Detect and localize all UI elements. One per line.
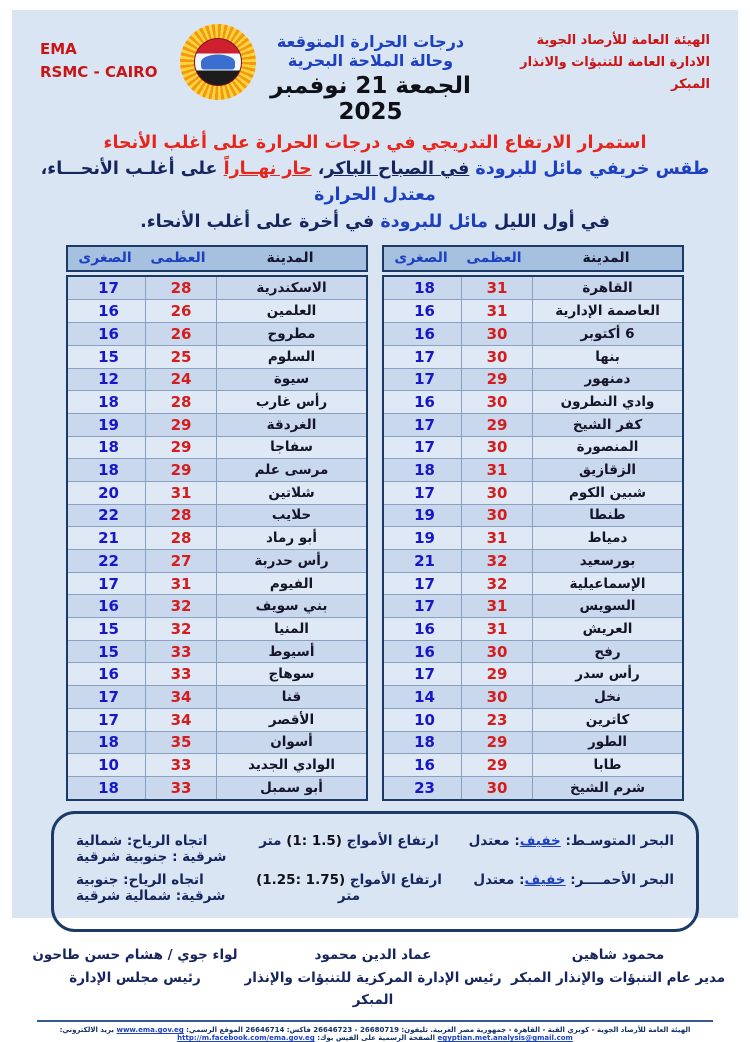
max-temp-cell: 30: [461, 505, 532, 527]
forecast-segment: في أخرة على أغلب الأنحاء.: [140, 211, 375, 232]
table-row: [68, 345, 366, 368]
signature-center: [240, 944, 506, 1013]
organization-names: [485, 24, 710, 96]
city-cell: دمياط: [532, 527, 682, 549]
min-temp-cell: 18: [98, 733, 119, 752]
min-temp-cell: 17: [414, 347, 435, 366]
max-temp-cell: 30: [461, 482, 532, 504]
city-cell: قنا: [216, 686, 366, 708]
table-row: [68, 640, 366, 663]
table-row: [384, 640, 682, 663]
min-temp-cell: 20: [98, 483, 119, 502]
footer-link[interactable]: http://m.facebook.com/ema.gov.eg: [177, 1034, 315, 1042]
min-temp-cell: 14: [414, 687, 435, 706]
city-cell: حلايب: [216, 505, 366, 527]
min-temp-cell: 16: [98, 597, 119, 616]
city-cell: بنها: [532, 346, 682, 368]
min-temp-cell: 17: [98, 574, 119, 593]
city-cell: الطور: [532, 732, 682, 754]
table-row: [68, 526, 366, 549]
max-temp-cell: 32: [461, 550, 532, 572]
city-cell: رأس سدر: [532, 663, 682, 685]
footer-segment: بريد الالكتروني:: [59, 1026, 117, 1035]
table-row: [68, 322, 366, 345]
forecast-segment: طقس خريفي مائل للبرودة: [469, 159, 710, 179]
city-cell: رأس غارب: [216, 391, 366, 413]
column-header-min: الصغرى: [394, 250, 448, 267]
city-cell: طنطا: [532, 505, 682, 527]
city-cell: شبين الكوم: [532, 482, 682, 504]
table-row: [68, 731, 366, 754]
city-cell: 6 أكتوبر: [532, 323, 682, 345]
city-cell: المنيا: [216, 618, 366, 640]
org-line2: الادارة العامة للتنبؤات والانذار المبكر: [520, 55, 710, 93]
max-temp-cell: 25: [145, 346, 216, 368]
table-body: [66, 275, 368, 801]
temperature-tables: [30, 245, 720, 801]
city-cell: كاترين: [532, 709, 682, 731]
footer-divider: [37, 1020, 713, 1022]
signature-name: لواء جوي / هشام حسن طاحون: [32, 946, 238, 963]
min-temp-cell: 17: [414, 370, 435, 389]
min-temp-cell: 10: [98, 756, 119, 775]
footer-segment: الهيئة العامة للأرصاد الجوية - كوبري القبة - القاهرة - جمهورية مصر العربية. تليفون: 26680719 - 26646723 فاكس: 26646714 الموقع الرسمي:: [183, 1026, 691, 1035]
min-temp-cell: 12: [98, 370, 119, 389]
max-temp-cell: 28: [145, 527, 216, 549]
max-temp-cell: 32: [145, 595, 216, 617]
city-cell: سوهاج: [216, 663, 366, 685]
max-temp-cell: 32: [461, 573, 532, 595]
table-row: [68, 390, 366, 413]
table-row: [384, 594, 682, 617]
table-row: [68, 481, 366, 504]
table-row: [384, 753, 682, 776]
marine-rows: [76, 833, 674, 904]
table-row: [68, 572, 366, 595]
sea-state: البحر المتوسـط: خفيف: معتدل: [468, 832, 674, 849]
min-temp-cell: 16: [98, 302, 119, 321]
max-temp-cell: 32: [145, 618, 216, 640]
city-cell: مرسى علم: [216, 459, 366, 481]
city-cell: مطروح: [216, 323, 366, 345]
table-row: [68, 299, 366, 322]
min-temp-cell: 16: [98, 324, 119, 343]
table-row: [384, 277, 682, 300]
city-cell: رفح: [532, 641, 682, 663]
min-temp-cell: 22: [98, 506, 119, 525]
forecast-segment: في أول الليل: [487, 211, 610, 232]
city-cell: الإسماعيلية: [532, 573, 682, 595]
table-row: [68, 662, 366, 685]
max-temp-cell: 29: [145, 459, 216, 481]
signature-title: رئيس مجلس الإدارة: [69, 969, 201, 986]
city-cell: نخل: [532, 686, 682, 708]
table-row: [68, 708, 366, 731]
max-temp-cell: 33: [145, 777, 216, 799]
temperature-table-left: [66, 245, 368, 801]
max-temp-cell: 24: [145, 369, 216, 391]
min-temp-cell: 19: [414, 529, 435, 548]
column-header-city: المدينة: [266, 250, 314, 267]
max-temp-cell: 23: [461, 709, 532, 731]
column-header-min: الصغرى: [78, 250, 132, 267]
max-temp-cell: 29: [461, 414, 532, 436]
max-temp-cell: 30: [461, 323, 532, 345]
mountain-icon: [201, 55, 235, 70]
city-cell: رأس حدربة: [216, 550, 366, 572]
table-row: [384, 731, 682, 754]
city-cell: الغردقة: [216, 414, 366, 436]
signature-title: مدير عام التنبؤات والإنذار المبكر: [510, 969, 726, 986]
city-cell: كفر الشيخ: [532, 414, 682, 436]
max-temp-cell: 31: [461, 277, 532, 300]
max-temp-cell: 30: [461, 391, 532, 413]
city-cell: الوادي الجديد: [216, 754, 366, 776]
city-cell: العلمين: [216, 300, 366, 322]
min-temp-cell: 18: [414, 733, 435, 752]
forecast-segment: مائل للبرودة: [374, 211, 488, 232]
forecast-text: [30, 156, 720, 235]
max-temp-cell: 31: [461, 527, 532, 549]
document-title: درجات الحرارة المتوقعة وحالة الملاحة البحرية: [276, 32, 465, 70]
min-temp-cell: 18: [414, 279, 435, 298]
min-temp-cell: 19: [98, 415, 119, 434]
table-header: [382, 245, 684, 272]
city-cell: المنصورة: [532, 437, 682, 459]
city-cell: السلوم: [216, 346, 366, 368]
signature-name: محمود شاهين: [571, 946, 665, 963]
max-temp-cell: 29: [461, 754, 532, 776]
min-temp-cell: 17: [414, 665, 435, 684]
column-header-city: المدينة: [582, 250, 630, 267]
signature-name: عماد الدين محمود: [314, 946, 432, 963]
table-row: [68, 458, 366, 481]
table-row: [68, 277, 366, 300]
city-cell: بورسعيد: [532, 550, 682, 572]
wind-direction: اتجاه الرياح: شمالية شرقية : جنوبية شرقية: [76, 832, 227, 865]
max-temp-cell: 26: [145, 300, 216, 322]
marine-conditions-box: [51, 811, 699, 932]
city-cell: سيوة: [216, 369, 366, 391]
min-temp-cell: 18: [98, 438, 119, 457]
table-row: [384, 345, 682, 368]
table-row: [68, 436, 366, 459]
footer-segment: الصفحة الرسمية على الفيس بوك:: [314, 1034, 438, 1042]
city-cell: القاهرة: [532, 277, 682, 300]
sea-state-light: خفيف: [524, 871, 566, 888]
footer-link[interactable]: www.ema.gov.eg: [116, 1026, 184, 1035]
min-temp-cell: 15: [98, 619, 119, 638]
min-temp-cell: 16: [414, 393, 435, 412]
min-temp-cell: 15: [98, 642, 119, 661]
city-cell: السويس: [532, 595, 682, 617]
min-temp-cell: 21: [98, 529, 119, 548]
max-temp-cell: 34: [145, 709, 216, 731]
min-temp-cell: 21: [414, 551, 435, 570]
sea-state-light: خفيف: [519, 832, 561, 849]
max-temp-cell: 29: [145, 414, 216, 436]
max-temp-cell: 31: [145, 573, 216, 595]
max-temp-cell: 31: [461, 595, 532, 617]
city-cell: شلاتين: [216, 482, 366, 504]
column-header-max: العظمى: [466, 250, 522, 267]
min-temp-cell: 23: [414, 778, 435, 797]
sea-state: البحر الأحمــــر: خفيف: معتدل: [473, 871, 674, 888]
min-temp-cell: 18: [98, 461, 119, 480]
ema-line2: RSMC - CAIRO: [40, 62, 158, 81]
column-header-max: العظمى: [150, 250, 206, 267]
max-temp-cell: 30: [461, 641, 532, 663]
forecast-segment: في الصباح الباكر: [324, 159, 470, 179]
city-cell: دمنهور: [532, 369, 682, 391]
min-temp-cell: 18: [98, 778, 119, 797]
ema-line1: EMA: [40, 40, 77, 58]
min-temp-cell: 17: [98, 687, 119, 706]
max-temp-cell: 29: [461, 369, 532, 391]
max-temp-cell: 29: [145, 437, 216, 459]
max-temp-cell: 30: [461, 346, 532, 368]
city-cell: سفاجا: [216, 437, 366, 459]
table-row: [68, 594, 366, 617]
marine-row: [76, 833, 674, 865]
max-temp-cell: 30: [461, 777, 532, 799]
city-cell: الزقازيق: [532, 459, 682, 481]
max-temp-cell: 33: [145, 754, 216, 776]
wind-direction: اتجاه الرياح: جنوبية شرقية: شمالية شرقية: [76, 871, 226, 904]
forecast-segment: معتدل الحرارة: [314, 185, 436, 206]
table-row: [68, 776, 366, 799]
city-cell: طابا: [532, 754, 682, 776]
max-temp-cell: 27: [145, 550, 216, 572]
table-row: [68, 504, 366, 527]
footer-text: [30, 1026, 720, 1042]
table-row: [384, 708, 682, 731]
table-row: [384, 617, 682, 640]
forecast-segment: على أغلـب الأنحـــاء،: [40, 159, 224, 179]
city-cell: وادي النطرون: [532, 391, 682, 413]
max-temp-cell: 28: [145, 505, 216, 527]
document-date: الجمعة 21 نوفمبر 2025: [270, 73, 471, 125]
max-temp-cell: 29: [461, 663, 532, 685]
table-row: [384, 549, 682, 572]
min-temp-cell: 22: [98, 551, 119, 570]
min-temp-cell: 16: [98, 665, 119, 684]
table-row: [68, 685, 366, 708]
min-temp-cell: 17: [414, 574, 435, 593]
max-temp-cell: 33: [145, 663, 216, 685]
max-temp-cell: 28: [145, 391, 216, 413]
table-row: [68, 753, 366, 776]
max-temp-cell: 31: [461, 300, 532, 322]
table-row: [384, 662, 682, 685]
min-temp-cell: 16: [414, 324, 435, 343]
signatures: [30, 944, 730, 1013]
table-body: [382, 275, 684, 801]
table-row: [384, 458, 682, 481]
min-temp-cell: 17: [414, 438, 435, 457]
table-row: [384, 776, 682, 799]
title-block: [256, 24, 485, 125]
max-temp-cell: 31: [461, 459, 532, 481]
marine-row: [76, 872, 674, 904]
min-temp-cell: 17: [414, 597, 435, 616]
min-temp-cell: 16: [414, 642, 435, 661]
min-temp-cell: 18: [414, 461, 435, 480]
city-cell: أسيوط: [216, 641, 366, 663]
min-temp-cell: 17: [98, 710, 119, 729]
table-row: [384, 481, 682, 504]
city-cell: العريش: [532, 618, 682, 640]
city-cell: شرم الشيخ: [532, 777, 682, 799]
header: [30, 18, 720, 125]
table-row: [68, 617, 366, 640]
min-temp-cell: 17: [414, 483, 435, 502]
table-row: [384, 322, 682, 345]
city-cell: الاسكندرية: [216, 277, 366, 300]
table-row: [384, 390, 682, 413]
signature-title: رئيس الإدارة المركزية للتنبؤات والإنذار المبكر: [244, 969, 502, 1009]
min-temp-cell: 19: [414, 506, 435, 525]
signature-left: [30, 944, 240, 1013]
min-temp-cell: 17: [414, 415, 435, 434]
bulletin-sheet: [12, 10, 738, 1042]
table-row: [384, 526, 682, 549]
city-cell: أسوان: [216, 732, 366, 754]
table-row: [384, 685, 682, 708]
temperature-table-right: [382, 245, 684, 801]
min-temp-cell: 17: [98, 279, 119, 298]
signature-right: [506, 944, 730, 1013]
city-cell: الفيوم: [216, 573, 366, 595]
forecast-segment: ،: [311, 159, 325, 179]
city-cell: أبو سمبل: [216, 777, 366, 799]
min-temp-cell: 16: [414, 302, 435, 321]
max-temp-cell: 30: [461, 437, 532, 459]
city-cell: العاصمة الإدارية: [532, 300, 682, 322]
max-temp-cell: 33: [145, 641, 216, 663]
wave-height: ارتفاع الأمواج (1: 1.5) متر: [259, 832, 439, 849]
table-row: [384, 504, 682, 527]
max-temp-cell: 34: [145, 686, 216, 708]
table-row: [384, 368, 682, 391]
org-line1: الهيئة العامة للأرصاد الجوية: [536, 33, 710, 48]
min-temp-cell: 15: [98, 347, 119, 366]
table-row: [68, 549, 366, 572]
table-row: [384, 413, 682, 436]
forecast-segment: حار نهــاراً: [223, 159, 312, 179]
table-row: [384, 436, 682, 459]
city-cell: بني سويف: [216, 595, 366, 617]
table-row: [384, 572, 682, 595]
ema-label: [40, 24, 180, 83]
weather-headline: استمرار الارتفاع التدريجي في درجات الحرارة على أغلب الأنحاء: [103, 133, 647, 153]
table-row: [384, 299, 682, 322]
min-temp-cell: 16: [414, 756, 435, 775]
table-row: [68, 413, 366, 436]
table-header: [66, 245, 368, 272]
min-temp-cell: 18: [98, 393, 119, 412]
table-row: [68, 368, 366, 391]
city-cell: أبو رماد: [216, 527, 366, 549]
max-temp-cell: 28: [145, 277, 216, 300]
flag-emblem-icon: [194, 38, 242, 86]
ema-logo-icon: [180, 24, 256, 100]
wave-height: ارتفاع الأمواج (1.25: 1.75) متر: [256, 871, 442, 904]
max-temp-cell: 30: [461, 686, 532, 708]
max-temp-cell: 31: [145, 482, 216, 504]
max-temp-cell: 35: [145, 732, 216, 754]
max-temp-cell: 31: [461, 618, 532, 640]
max-temp-cell: 29: [461, 732, 532, 754]
min-temp-cell: 10: [414, 710, 435, 729]
max-temp-cell: 26: [145, 323, 216, 345]
city-cell: الأقصر: [216, 709, 366, 731]
min-temp-cell: 16: [414, 619, 435, 638]
footer-link[interactable]: egyptian.met.analysis@gmail.com: [437, 1034, 573, 1042]
